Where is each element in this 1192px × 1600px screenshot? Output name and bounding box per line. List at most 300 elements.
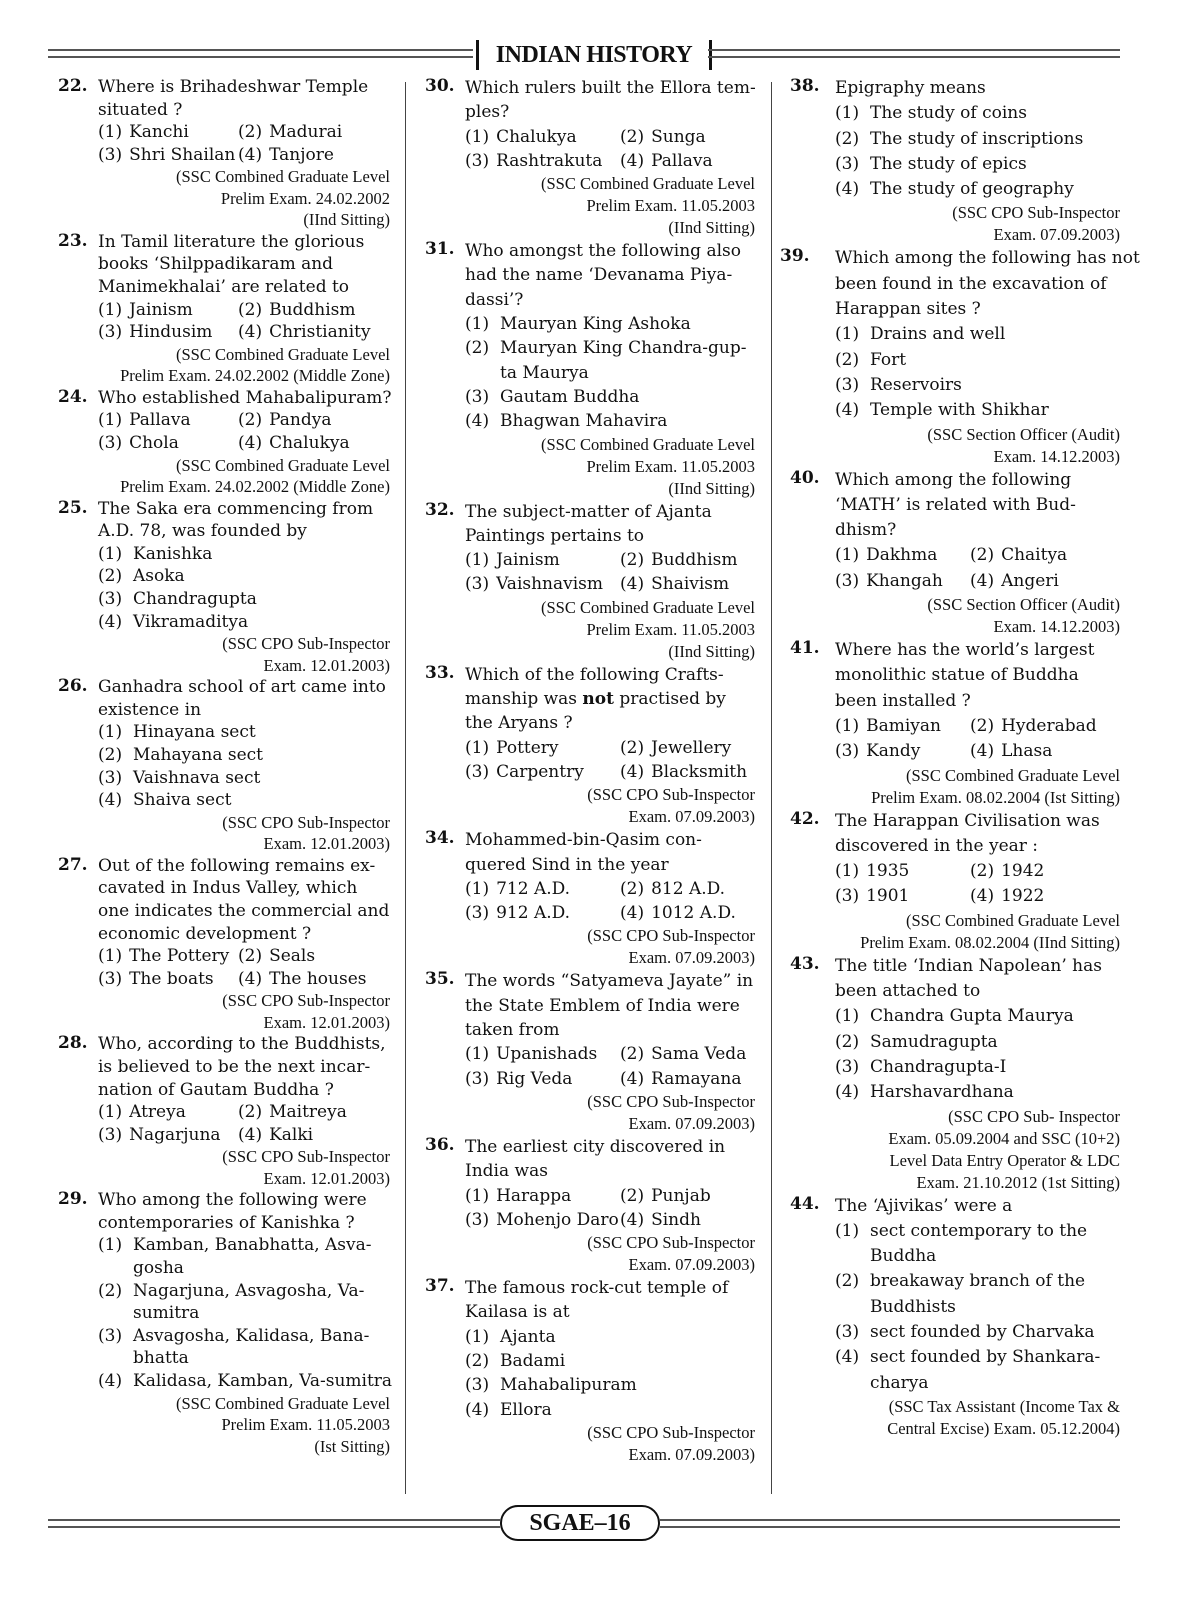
option-number: (1) bbox=[98, 410, 123, 431]
option-number: (1) bbox=[98, 299, 123, 320]
option-text bbox=[870, 1080, 1014, 1105]
question-line: quered Sind in the year bbox=[465, 854, 669, 875]
option-number: (3) bbox=[465, 150, 490, 171]
option-text bbox=[500, 1325, 556, 1349]
question-line: the State Emblem of India were bbox=[465, 995, 740, 1016]
exam-source bbox=[465, 1091, 755, 1135]
option-text bbox=[496, 1042, 597, 1066]
answer-option bbox=[98, 721, 390, 744]
exam-source bbox=[465, 434, 755, 500]
option-number: (1) bbox=[465, 1185, 490, 1206]
option-line: 1901 bbox=[866, 886, 910, 907]
question-line: India was bbox=[465, 1161, 548, 1182]
source-line: Level Data Entry Operator & LDC bbox=[889, 1150, 1120, 1170]
question-item bbox=[58, 76, 390, 231]
answer-option bbox=[835, 101, 1120, 126]
source-line: (Ist Sitting) bbox=[314, 1436, 390, 1456]
option-text bbox=[870, 177, 1074, 202]
option-number: (1) bbox=[98, 1235, 123, 1256]
option-line: 712 A.D. bbox=[496, 878, 571, 899]
question-number: 36. bbox=[425, 1134, 455, 1155]
question-item bbox=[58, 387, 390, 498]
option-text bbox=[866, 569, 943, 594]
option-text bbox=[269, 321, 370, 344]
question-item bbox=[780, 76, 1120, 246]
question-item bbox=[780, 468, 1120, 638]
option-number: (1) bbox=[98, 122, 123, 143]
source-line: Prelim Exam. 11.05.2003 bbox=[586, 456, 755, 476]
option-number: (3) bbox=[98, 1325, 123, 1346]
footer-rule-right bbox=[660, 1519, 1120, 1528]
source-line: (SSC CPO Sub-Inspector bbox=[952, 203, 1120, 223]
option-number: (4) bbox=[620, 150, 645, 171]
option-line: Mauryan King Chandra-gup- bbox=[500, 338, 747, 359]
option-number: (2) bbox=[98, 744, 123, 765]
source-line: (IInd Sitting) bbox=[668, 478, 755, 498]
source-line: (IInd Sitting) bbox=[668, 641, 755, 661]
option-text bbox=[651, 760, 747, 784]
exam-source bbox=[98, 812, 390, 855]
option-line: ta Maurya bbox=[500, 362, 589, 383]
answer-option bbox=[465, 312, 755, 336]
option-text bbox=[269, 144, 334, 167]
question-text bbox=[98, 676, 390, 721]
answer-option bbox=[835, 569, 970, 594]
option-number: (4) bbox=[835, 1082, 860, 1103]
question-line: taken from bbox=[465, 1020, 560, 1041]
answer-option bbox=[835, 1080, 1120, 1105]
exam-source bbox=[835, 594, 1120, 638]
option-line: Kalidasa, Kamban, Va-sumitra bbox=[133, 1371, 393, 1392]
option-text bbox=[651, 901, 736, 925]
option-text bbox=[133, 565, 185, 588]
option-number: (4) bbox=[238, 1124, 263, 1145]
option-text bbox=[1001, 859, 1044, 884]
question-text bbox=[465, 239, 755, 312]
option-text bbox=[870, 1219, 1087, 1270]
option-text bbox=[651, 548, 737, 572]
question-line: situated ? bbox=[98, 99, 183, 120]
question-text bbox=[98, 1033, 390, 1101]
question-line: Epigraphy means bbox=[835, 78, 986, 98]
option-line: Madurai bbox=[269, 122, 343, 143]
question-line: had the name ‘Devanama Piya- bbox=[465, 265, 733, 286]
question-number: 30. bbox=[425, 76, 455, 96]
question-line: The title ‘Indian Napolean’ has bbox=[835, 955, 1102, 976]
option-text bbox=[269, 945, 315, 968]
question-text bbox=[835, 76, 1120, 101]
answer-options bbox=[465, 125, 755, 174]
exam-source bbox=[465, 1422, 755, 1466]
option-number: (1) bbox=[835, 1006, 860, 1027]
option-line: Chandra Gupta Maurya bbox=[870, 1006, 1074, 1027]
option-line: Rashtrakuta bbox=[496, 150, 603, 171]
option-line: The houses bbox=[269, 968, 367, 989]
option-text bbox=[133, 789, 231, 812]
answer-option bbox=[98, 1234, 390, 1279]
option-text bbox=[129, 1101, 186, 1124]
option-text bbox=[133, 1234, 372, 1279]
option-number: (4) bbox=[238, 433, 263, 454]
exam-source bbox=[780, 1396, 1120, 1440]
question-item bbox=[425, 828, 755, 969]
option-line: Shri Shailan bbox=[129, 144, 236, 165]
option-text bbox=[500, 409, 667, 433]
option-line: Chaitya bbox=[1001, 545, 1068, 566]
source-line: Prelim Exam. 24.02.2002 bbox=[220, 188, 390, 208]
answer-option bbox=[620, 1042, 755, 1066]
question-item bbox=[780, 246, 1140, 467]
option-text bbox=[496, 877, 570, 901]
source-line: Exam. 14.12.2003) bbox=[993, 446, 1120, 466]
option-number: (3) bbox=[835, 1321, 860, 1342]
option-number: (4) bbox=[620, 1068, 645, 1089]
option-text bbox=[269, 1101, 347, 1124]
answer-option bbox=[98, 144, 238, 167]
question-text bbox=[835, 638, 1120, 714]
question-line: the Aryans ? bbox=[465, 713, 573, 734]
source-line: (SSC CPO Sub-Inspector bbox=[587, 1091, 755, 1111]
option-line: charya bbox=[870, 1372, 929, 1393]
option-text bbox=[269, 1124, 313, 1147]
answer-options bbox=[465, 877, 755, 926]
option-text bbox=[866, 859, 909, 884]
page-footer bbox=[48, 1505, 1120, 1541]
option-number: (2) bbox=[620, 1044, 645, 1065]
answer-option bbox=[835, 1004, 1120, 1029]
option-number: (4) bbox=[620, 761, 645, 782]
option-line: Vaishnavism bbox=[496, 574, 604, 595]
answer-options bbox=[835, 543, 1120, 594]
option-line: Dakhma bbox=[866, 545, 938, 566]
exam-source bbox=[465, 784, 755, 828]
exam-source bbox=[465, 597, 755, 663]
answer-option bbox=[465, 901, 620, 925]
source-line: (SSC CPO Sub-Inspector bbox=[222, 812, 390, 832]
question-text bbox=[98, 498, 390, 543]
option-line: sect contemporary to the bbox=[870, 1220, 1088, 1241]
question-number: 40. bbox=[790, 467, 820, 488]
question-line: economic development ? bbox=[98, 923, 312, 944]
answer-option bbox=[98, 1370, 393, 1393]
option-text bbox=[129, 432, 179, 455]
option-number: (3) bbox=[465, 761, 490, 782]
option-number: (3) bbox=[465, 1209, 490, 1230]
answer-option bbox=[970, 859, 1120, 884]
option-line: Hindusim bbox=[129, 322, 213, 343]
option-line: Punjab bbox=[651, 1185, 711, 1206]
option-line: 812 A.D. bbox=[651, 878, 726, 899]
answer-option bbox=[465, 877, 620, 901]
option-text bbox=[269, 299, 355, 322]
answer-option bbox=[98, 432, 238, 455]
answer-option bbox=[835, 127, 1120, 152]
option-line: Samudragupta bbox=[870, 1031, 998, 1052]
column-2 bbox=[425, 76, 755, 1466]
option-line: Christianity bbox=[269, 322, 371, 343]
option-number: (3) bbox=[835, 153, 860, 174]
option-number: (2) bbox=[835, 349, 860, 370]
answer-option bbox=[835, 322, 1120, 347]
option-line: Hyderabad bbox=[1001, 715, 1097, 736]
question-number: 31. bbox=[425, 239, 455, 260]
answer-options bbox=[98, 121, 390, 166]
question-text bbox=[835, 1194, 1120, 1219]
question-number: 27. bbox=[58, 854, 88, 875]
question-text bbox=[835, 246, 1140, 322]
option-line: Ellora bbox=[500, 1399, 552, 1420]
answer-options bbox=[98, 409, 390, 454]
option-line: Kanishka bbox=[133, 543, 213, 564]
option-line: Chandragupta bbox=[133, 589, 257, 609]
answer-option bbox=[465, 149, 620, 173]
question-item bbox=[58, 676, 390, 855]
option-text bbox=[870, 1320, 1094, 1345]
option-text bbox=[651, 1184, 711, 1208]
option-text bbox=[651, 736, 731, 760]
option-line: Pallava bbox=[129, 410, 191, 431]
option-line: Harappa bbox=[496, 1185, 572, 1206]
option-text bbox=[866, 884, 909, 909]
answer-option bbox=[465, 385, 755, 409]
answer-options bbox=[835, 1004, 1120, 1105]
source-line: Exam. 07.09.2003) bbox=[993, 225, 1120, 245]
question-text bbox=[465, 500, 755, 549]
option-text bbox=[866, 739, 920, 764]
option-text bbox=[269, 968, 366, 991]
option-line: Reservoirs bbox=[870, 374, 962, 395]
question-number: 26. bbox=[58, 676, 88, 697]
option-line: Carpentry bbox=[496, 761, 584, 782]
option-line: Shaivism bbox=[651, 574, 730, 595]
option-text bbox=[496, 125, 577, 149]
question-line: Which among the following has not bbox=[835, 248, 1140, 269]
option-text bbox=[500, 312, 691, 336]
answer-option bbox=[970, 569, 1120, 594]
option-line: Sama Veda bbox=[651, 1044, 747, 1065]
exam-source bbox=[98, 166, 390, 231]
option-number: (2) bbox=[98, 1280, 123, 1301]
option-line: Pandya bbox=[269, 410, 332, 431]
option-text bbox=[1001, 714, 1097, 739]
answer-option bbox=[835, 859, 970, 884]
option-number: (3) bbox=[465, 386, 490, 407]
question-text bbox=[465, 76, 755, 125]
question-number: 37. bbox=[425, 1276, 455, 1297]
option-line: The study of epics bbox=[870, 153, 1027, 174]
answer-option bbox=[98, 543, 390, 566]
answer-option bbox=[465, 736, 620, 760]
source-line: Prelim Exam. 24.02.2002 (Middle Zone) bbox=[120, 366, 390, 386]
source-line: Exam. 21.10.2012 (1st Sitting) bbox=[916, 1172, 1120, 1192]
answer-option bbox=[98, 945, 238, 968]
option-number: (1) bbox=[465, 878, 490, 899]
exam-source bbox=[835, 202, 1120, 246]
emphasis-text: not bbox=[582, 689, 614, 710]
exam-source bbox=[58, 344, 390, 387]
option-number: (2) bbox=[238, 946, 263, 967]
source-line: (SSC Combined Graduate Level bbox=[175, 344, 390, 364]
option-text bbox=[133, 744, 263, 767]
question-item bbox=[780, 1194, 1120, 1440]
question-line: In Tamil literature the glorious bbox=[98, 231, 365, 252]
page-header bbox=[48, 40, 1120, 70]
option-line: The study of geography bbox=[870, 179, 1074, 200]
option-line: Mauryan King Ashoka bbox=[500, 314, 691, 335]
source-line: (SSC Combined Graduate Level bbox=[540, 174, 755, 194]
option-line: Shaiva sect bbox=[133, 790, 232, 811]
question-item bbox=[425, 663, 755, 828]
question-line: Who established Mahabalipuram? bbox=[98, 387, 392, 408]
question-line: one indicates the commercial and bbox=[98, 900, 390, 921]
option-line: Rig Veda bbox=[496, 1068, 573, 1089]
option-line: Drains and well bbox=[870, 324, 1006, 345]
question-number: 44. bbox=[790, 1193, 820, 1214]
option-line: Gautam Buddha bbox=[500, 386, 640, 407]
option-text bbox=[129, 968, 214, 991]
option-number: (4) bbox=[835, 1347, 860, 1368]
option-text bbox=[496, 736, 558, 760]
option-line: Mohenjo Daro bbox=[496, 1209, 619, 1230]
answer-options bbox=[465, 1184, 755, 1233]
option-text bbox=[651, 1042, 746, 1066]
answer-option bbox=[98, 611, 390, 634]
answer-option bbox=[970, 884, 1120, 909]
option-line: Pallava bbox=[651, 150, 713, 171]
option-line: Ajanta bbox=[500, 1326, 556, 1347]
answer-options bbox=[98, 721, 390, 811]
answer-option bbox=[238, 945, 390, 968]
option-number: (4) bbox=[835, 179, 860, 200]
answer-option bbox=[98, 1325, 390, 1370]
question-item bbox=[58, 231, 390, 387]
option-number: (2) bbox=[98, 566, 123, 587]
source-line: (SSC Combined Graduate Level bbox=[905, 910, 1120, 930]
option-number: (4) bbox=[970, 570, 995, 591]
option-text bbox=[1001, 569, 1059, 594]
option-number: (1) bbox=[465, 1326, 490, 1347]
exam-source bbox=[835, 424, 1120, 468]
source-line: (SSC Section Officer (Audit) bbox=[927, 595, 1120, 615]
question-line: monolithic statue of Buddha bbox=[835, 665, 1079, 686]
question-text bbox=[98, 855, 390, 945]
option-line: Chalukya bbox=[496, 126, 577, 147]
column-3 bbox=[780, 76, 1140, 1440]
option-text bbox=[870, 373, 962, 398]
answer-option bbox=[98, 321, 238, 344]
question-line: Out of the following remains ex- bbox=[98, 855, 376, 876]
exam-source bbox=[780, 765, 1120, 809]
question-text bbox=[465, 969, 755, 1042]
question-number: 32. bbox=[425, 499, 455, 520]
question-number: 22. bbox=[58, 76, 88, 96]
question-line: The famous rock-cut temple of bbox=[465, 1278, 729, 1299]
option-line: Kandy bbox=[866, 741, 921, 762]
option-line: Angeri bbox=[1001, 570, 1059, 591]
option-line: Buddhism bbox=[651, 550, 738, 571]
question-line: books ‘Shilppadikaram and bbox=[98, 254, 334, 275]
exam-source bbox=[98, 990, 390, 1033]
option-text bbox=[651, 572, 729, 596]
option-number: (2) bbox=[465, 338, 490, 359]
exam-source bbox=[780, 1106, 1120, 1194]
question-line: Where has the world’s largest bbox=[835, 640, 1095, 661]
source-line: Exam. 07.09.2003) bbox=[628, 1113, 755, 1133]
source-line: (SSC Combined Graduate Level bbox=[175, 167, 390, 187]
source-line: (SSC Combined Graduate Level bbox=[540, 597, 755, 617]
option-number: (3) bbox=[465, 1375, 490, 1396]
answer-options bbox=[98, 945, 390, 990]
option-line: The study of coins bbox=[870, 103, 1027, 124]
source-line: (SSC CPO Sub-Inspector bbox=[222, 991, 390, 1011]
source-line: (SSC CPO Sub-Inspector bbox=[222, 1147, 390, 1167]
question-number: 42. bbox=[790, 808, 820, 829]
answer-option bbox=[465, 760, 620, 784]
answer-option bbox=[238, 144, 390, 167]
answer-option bbox=[238, 321, 390, 344]
question-line: The Harappan Civilisation was bbox=[835, 810, 1100, 831]
option-number: (3) bbox=[465, 1068, 490, 1089]
option-line: Asoka bbox=[133, 566, 185, 587]
question-item bbox=[780, 954, 1120, 1194]
question-text bbox=[465, 1276, 755, 1325]
answer-option bbox=[970, 714, 1120, 739]
option-line: Jewellery bbox=[651, 737, 732, 758]
answer-option bbox=[970, 739, 1120, 764]
answer-options bbox=[98, 543, 390, 633]
option-line: 1935 bbox=[866, 861, 910, 882]
option-line: Fort bbox=[870, 349, 907, 370]
question-item bbox=[425, 500, 755, 663]
option-text bbox=[129, 945, 229, 968]
answer-option bbox=[835, 1345, 1120, 1396]
answer-option bbox=[835, 1219, 1120, 1270]
option-line: 1012 A.D. bbox=[651, 903, 736, 924]
source-line: (SSC Combined Graduate Level bbox=[905, 765, 1120, 785]
option-text bbox=[133, 1325, 369, 1370]
option-line: Blacksmith bbox=[651, 761, 748, 782]
option-line: Sindh bbox=[651, 1209, 701, 1230]
answer-option bbox=[835, 1320, 1120, 1345]
answer-option bbox=[465, 572, 620, 596]
source-line: Prelim Exam. 08.02.2004 (IInd Sitting) bbox=[860, 932, 1120, 952]
option-text bbox=[500, 385, 639, 409]
question-line: The Saka era commencing from bbox=[98, 498, 374, 519]
question-item bbox=[58, 855, 390, 1034]
question-line: cavated in Indus Valley, which bbox=[98, 878, 358, 899]
option-number: (1) bbox=[465, 126, 490, 147]
option-line: sumitra bbox=[133, 1303, 200, 1324]
question-number: 39. bbox=[780, 246, 810, 267]
option-text bbox=[870, 1345, 1100, 1396]
question-item bbox=[425, 239, 755, 499]
question-text bbox=[98, 76, 390, 121]
question-line: dassi’? bbox=[465, 289, 524, 310]
option-line: Vaishnava sect bbox=[133, 767, 261, 788]
page-number-badge: SGAE–16 bbox=[500, 1505, 660, 1541]
option-number: (1) bbox=[98, 543, 123, 564]
exam-source bbox=[98, 633, 390, 676]
option-text bbox=[129, 121, 189, 144]
option-number: (2) bbox=[970, 715, 995, 736]
header-rule-right bbox=[708, 49, 1120, 58]
option-line: Kalki bbox=[269, 1124, 314, 1145]
option-number: (3) bbox=[98, 144, 123, 165]
answer-option bbox=[835, 739, 970, 764]
option-text bbox=[651, 125, 706, 149]
option-text bbox=[129, 409, 191, 432]
answer-option bbox=[835, 543, 970, 568]
